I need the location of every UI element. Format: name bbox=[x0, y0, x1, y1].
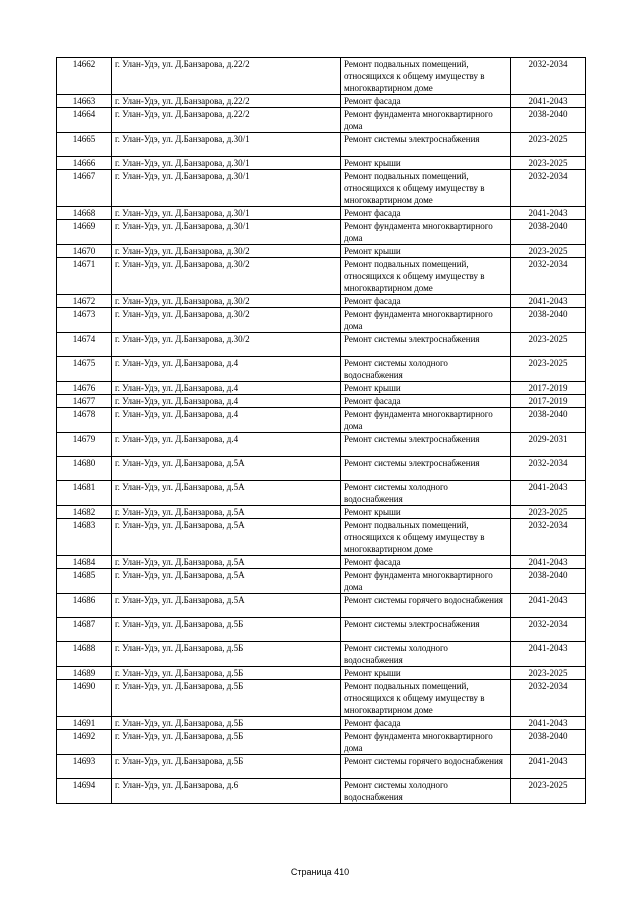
row-work-type: Ремонт системы холодного водоснабжения bbox=[341, 357, 511, 382]
row-period: 2041-2043 bbox=[511, 95, 586, 108]
table-row bbox=[57, 245, 586, 258]
row-period: 2041-2043 bbox=[511, 295, 586, 308]
row-number: 14687 bbox=[57, 618, 112, 642]
table-row bbox=[57, 556, 586, 569]
table-row bbox=[57, 295, 586, 308]
row-work-type: Ремонт фасада bbox=[341, 295, 511, 308]
table-row bbox=[57, 308, 586, 333]
row-period: 2038-2040 bbox=[511, 108, 586, 133]
row-address: г. Улан-Удэ, ул. Д.Банзарова, д.30/2 bbox=[112, 258, 341, 295]
row-number: 14668 bbox=[57, 207, 112, 220]
row-number: 14689 bbox=[57, 667, 112, 680]
table-row bbox=[57, 207, 586, 220]
row-address: г. Улан-Удэ, ул. Д.Банзарова, д.5А bbox=[112, 457, 341, 481]
row-period: 2041-2043 bbox=[511, 642, 586, 667]
table-row bbox=[57, 433, 586, 457]
row-number: 14683 bbox=[57, 519, 112, 556]
row-period: 2023-2025 bbox=[511, 357, 586, 382]
row-work-type: Ремонт системы электроснабжения bbox=[341, 133, 511, 157]
row-period: 2032-2034 bbox=[511, 519, 586, 556]
row-number: 14688 bbox=[57, 642, 112, 667]
row-work-type: Ремонт подвальных помещений, относящихся к общему имуществу в многоквартирном доме bbox=[341, 170, 511, 207]
table-row bbox=[57, 333, 586, 357]
row-number: 14666 bbox=[57, 157, 112, 170]
table-row bbox=[57, 569, 586, 594]
table-row bbox=[57, 519, 586, 556]
table-row bbox=[57, 408, 586, 433]
row-work-type: Ремонт системы электроснабжения bbox=[341, 618, 511, 642]
row-address: г. Улан-Удэ, ул. Д.Банзарова, д.5А bbox=[112, 569, 341, 594]
row-number: 14684 bbox=[57, 556, 112, 569]
table-row bbox=[57, 457, 586, 481]
row-work-type: Ремонт системы электроснабжения bbox=[341, 433, 511, 457]
row-work-type: Ремонт фундамента многоквартирного дома bbox=[341, 220, 511, 245]
row-period: 2038-2040 bbox=[511, 569, 586, 594]
row-work-type: Ремонт системы холодного водоснабжения bbox=[341, 642, 511, 667]
row-address: г. Улан-Удэ, ул. Д.Банзарова, д.30/2 bbox=[112, 308, 341, 333]
row-work-type: Ремонт системы холодного водоснабжения bbox=[341, 481, 511, 506]
row-address: г. Улан-Удэ, ул. Д.Банзарова, д.4 bbox=[112, 357, 341, 382]
row-work-type: Ремонт фасада bbox=[341, 717, 511, 730]
table-row bbox=[57, 108, 586, 133]
row-period: 2023-2025 bbox=[511, 245, 586, 258]
row-period: 2023-2025 bbox=[511, 779, 586, 804]
table-row bbox=[57, 157, 586, 170]
row-work-type: Ремонт фундамента многоквартирного дома bbox=[341, 408, 511, 433]
row-period: 2032-2034 bbox=[511, 457, 586, 481]
row-work-type: Ремонт подвальных помещений, относящихся к общему имуществу в многоквартирном доме bbox=[341, 680, 511, 717]
row-period: 2023-2025 bbox=[511, 333, 586, 357]
row-address: г. Улан-Удэ, ул. Д.Банзарова, д.5А bbox=[112, 594, 341, 618]
page-number: Страница 410 bbox=[290, 867, 350, 877]
row-number: 14674 bbox=[57, 333, 112, 357]
row-number: 14694 bbox=[57, 779, 112, 804]
row-work-type: Ремонт системы холодного водоснабжения bbox=[341, 779, 511, 804]
row-address: г. Улан-Удэ, ул. Д.Банзарова, д.22/2 bbox=[112, 95, 341, 108]
row-period: 2038-2040 bbox=[511, 730, 586, 755]
row-work-type: Ремонт системы электроснабжения bbox=[341, 457, 511, 481]
row-number: 14692 bbox=[57, 730, 112, 755]
row-address: г. Улан-Удэ, ул. Д.Банзарова, д.22/2 bbox=[112, 108, 341, 133]
row-address: г. Улан-Удэ, ул. Д.Банзарова, д.5Б bbox=[112, 667, 341, 680]
table-row bbox=[57, 717, 586, 730]
row-period: 2032-2034 bbox=[511, 58, 586, 95]
row-number: 14675 bbox=[57, 357, 112, 382]
row-period: 2038-2040 bbox=[511, 408, 586, 433]
row-work-type: Ремонт фундамента многоквартирного дома bbox=[341, 308, 511, 333]
row-address: г. Улан-Удэ, ул. Д.Банзарова, д.5А bbox=[112, 519, 341, 556]
row-number: 14686 bbox=[57, 594, 112, 618]
row-address: г. Улан-Удэ, ул. Д.Банзарова, д.5А bbox=[112, 556, 341, 569]
row-address: г. Улан-Удэ, ул. Д.Банзарова, д.30/2 bbox=[112, 295, 341, 308]
row-address: г. Улан-Удэ, ул. Д.Банзарова, д.22/2 bbox=[112, 58, 341, 95]
row-address: г. Улан-Удэ, ул. Д.Банзарова, д.5Б bbox=[112, 755, 341, 779]
row-address: г. Улан-Удэ, ул. Д.Банзарова, д.30/1 bbox=[112, 220, 341, 245]
row-address: г. Улан-Удэ, ул. Д.Банзарова, д.5А bbox=[112, 506, 341, 519]
row-number: 14682 bbox=[57, 506, 112, 519]
row-number: 14691 bbox=[57, 717, 112, 730]
row-number: 14665 bbox=[57, 133, 112, 157]
row-number: 14673 bbox=[57, 308, 112, 333]
row-work-type: Ремонт крыши bbox=[341, 667, 511, 680]
row-address: г. Улан-Удэ, ул. Д.Банзарова, д.5Б bbox=[112, 730, 341, 755]
table-row bbox=[57, 481, 586, 506]
row-period: 2023-2025 bbox=[511, 133, 586, 157]
row-work-type: Ремонт фасада bbox=[341, 395, 511, 408]
row-address: г. Улан-Удэ, ул. Д.Банзарова, д.4 bbox=[112, 395, 341, 408]
table-row bbox=[57, 618, 586, 642]
row-period: 2041-2043 bbox=[511, 717, 586, 730]
row-period: 2041-2043 bbox=[511, 594, 586, 618]
row-address: г. Улан-Удэ, ул. Д.Банзарова, д.5А bbox=[112, 481, 341, 506]
table-row bbox=[57, 95, 586, 108]
row-number: 14685 bbox=[57, 569, 112, 594]
table-row bbox=[57, 667, 586, 680]
row-number: 14667 bbox=[57, 170, 112, 207]
row-address: г. Улан-Удэ, ул. Д.Банзарова, д.4 bbox=[112, 433, 341, 457]
table-row bbox=[57, 506, 586, 519]
row-number: 14690 bbox=[57, 680, 112, 717]
row-work-type: Ремонт фасада bbox=[341, 556, 511, 569]
row-work-type: Ремонт фундамента многоквартирного дома bbox=[341, 569, 511, 594]
row-work-type: Ремонт фасада bbox=[341, 95, 511, 108]
table-row bbox=[57, 779, 586, 804]
table-row bbox=[57, 730, 586, 755]
table-row bbox=[57, 755, 586, 779]
row-address: г. Улан-Удэ, ул. Д.Банзарова, д.30/2 bbox=[112, 245, 341, 258]
row-work-type: Ремонт подвальных помещений, относящихся к общему имуществу в многоквартирном доме bbox=[341, 258, 511, 295]
table-row bbox=[57, 258, 586, 295]
row-period: 2023-2025 bbox=[511, 667, 586, 680]
row-work-type: Ремонт крыши bbox=[341, 382, 511, 395]
row-period: 2029-2031 bbox=[511, 433, 586, 457]
row-number: 14680 bbox=[57, 457, 112, 481]
table-row bbox=[57, 382, 586, 395]
row-work-type: Ремонт крыши bbox=[341, 506, 511, 519]
row-period: 2032-2034 bbox=[511, 258, 586, 295]
row-address: г. Улан-Удэ, ул. Д.Банзарова, д.30/1 bbox=[112, 157, 341, 170]
row-period: 2038-2040 bbox=[511, 220, 586, 245]
row-address: г. Улан-Удэ, ул. Д.Банзарова, д.5Б bbox=[112, 717, 341, 730]
row-period: 2038-2040 bbox=[511, 308, 586, 333]
row-work-type: Ремонт системы горячего водоснабжения bbox=[341, 594, 511, 618]
table-row bbox=[57, 133, 586, 157]
table-row bbox=[57, 58, 586, 95]
table-row bbox=[57, 357, 586, 382]
table-row bbox=[57, 170, 586, 207]
row-period: 2032-2034 bbox=[511, 680, 586, 717]
row-address: г. Улан-Удэ, ул. Д.Банзарова, д.5Б bbox=[112, 680, 341, 717]
row-work-type: Ремонт подвальных помещений, относящихся к общему имуществу в многоквартирном доме bbox=[341, 519, 511, 556]
row-period: 2023-2025 bbox=[511, 506, 586, 519]
row-address: г. Улан-Удэ, ул. Д.Банзарова, д.30/1 bbox=[112, 207, 341, 220]
row-number: 14677 bbox=[57, 395, 112, 408]
row-number: 14672 bbox=[57, 295, 112, 308]
row-period: 2032-2034 bbox=[511, 170, 586, 207]
table-body bbox=[57, 58, 586, 804]
row-work-type: Ремонт фундамента многоквартирного дома bbox=[341, 108, 511, 133]
row-work-type: Ремонт фундамента многоквартирного дома bbox=[341, 730, 511, 755]
row-address: г. Улан-Удэ, ул. Д.Банзарова, д.30/1 bbox=[112, 170, 341, 207]
row-work-type: Ремонт системы горячего водоснабжения bbox=[341, 755, 511, 779]
table-row bbox=[57, 395, 586, 408]
table-row bbox=[57, 642, 586, 667]
row-number: 14678 bbox=[57, 408, 112, 433]
row-number: 14670 bbox=[57, 245, 112, 258]
row-address: г. Улан-Удэ, ул. Д.Банзарова, д.5Б bbox=[112, 618, 341, 642]
row-number: 14669 bbox=[57, 220, 112, 245]
row-period: 2032-2034 bbox=[511, 618, 586, 642]
row-number: 14663 bbox=[57, 95, 112, 108]
row-address: г. Улан-Удэ, ул. Д.Банзарова, д.4 bbox=[112, 382, 341, 395]
row-period: 2017-2019 bbox=[511, 395, 586, 408]
row-address: г. Улан-Удэ, ул. Д.Банзарова, д.6 bbox=[112, 779, 341, 804]
row-period: 2041-2043 bbox=[511, 481, 586, 506]
row-number: 14664 bbox=[57, 108, 112, 133]
table-row bbox=[57, 220, 586, 245]
row-work-type: Ремонт крыши bbox=[341, 245, 511, 258]
row-period: 2041-2043 bbox=[511, 556, 586, 569]
row-period: 2017-2019 bbox=[511, 382, 586, 395]
table-row bbox=[57, 594, 586, 618]
row-work-type: Ремонт фасада bbox=[341, 207, 511, 220]
row-number: 14671 bbox=[57, 258, 112, 295]
row-period: 2023-2025 bbox=[511, 157, 586, 170]
row-period: 2041-2043 bbox=[511, 755, 586, 779]
row-number: 14693 bbox=[57, 755, 112, 779]
row-number: 14662 bbox=[57, 58, 112, 95]
row-work-type: Ремонт системы электроснабжения bbox=[341, 333, 511, 357]
row-period: 2041-2043 bbox=[511, 207, 586, 220]
row-work-type: Ремонт подвальных помещений, относящихся к общему имуществу в многоквартирном доме bbox=[341, 58, 511, 95]
row-address: г. Улан-Удэ, ул. Д.Банзарова, д.5Б bbox=[112, 642, 341, 667]
repair-schedule-table bbox=[56, 57, 586, 804]
row-work-type: Ремонт крыши bbox=[341, 157, 511, 170]
row-number: 14676 bbox=[57, 382, 112, 395]
row-address: г. Улан-Удэ, ул. Д.Банзарова, д.30/2 bbox=[112, 333, 341, 357]
row-number: 14679 bbox=[57, 433, 112, 457]
row-number: 14681 bbox=[57, 481, 112, 506]
row-address: г. Улан-Удэ, ул. Д.Банзарова, д.4 bbox=[112, 408, 341, 433]
table-row bbox=[57, 680, 586, 717]
row-address: г. Улан-Удэ, ул. Д.Банзарова, д.30/1 bbox=[112, 133, 341, 157]
